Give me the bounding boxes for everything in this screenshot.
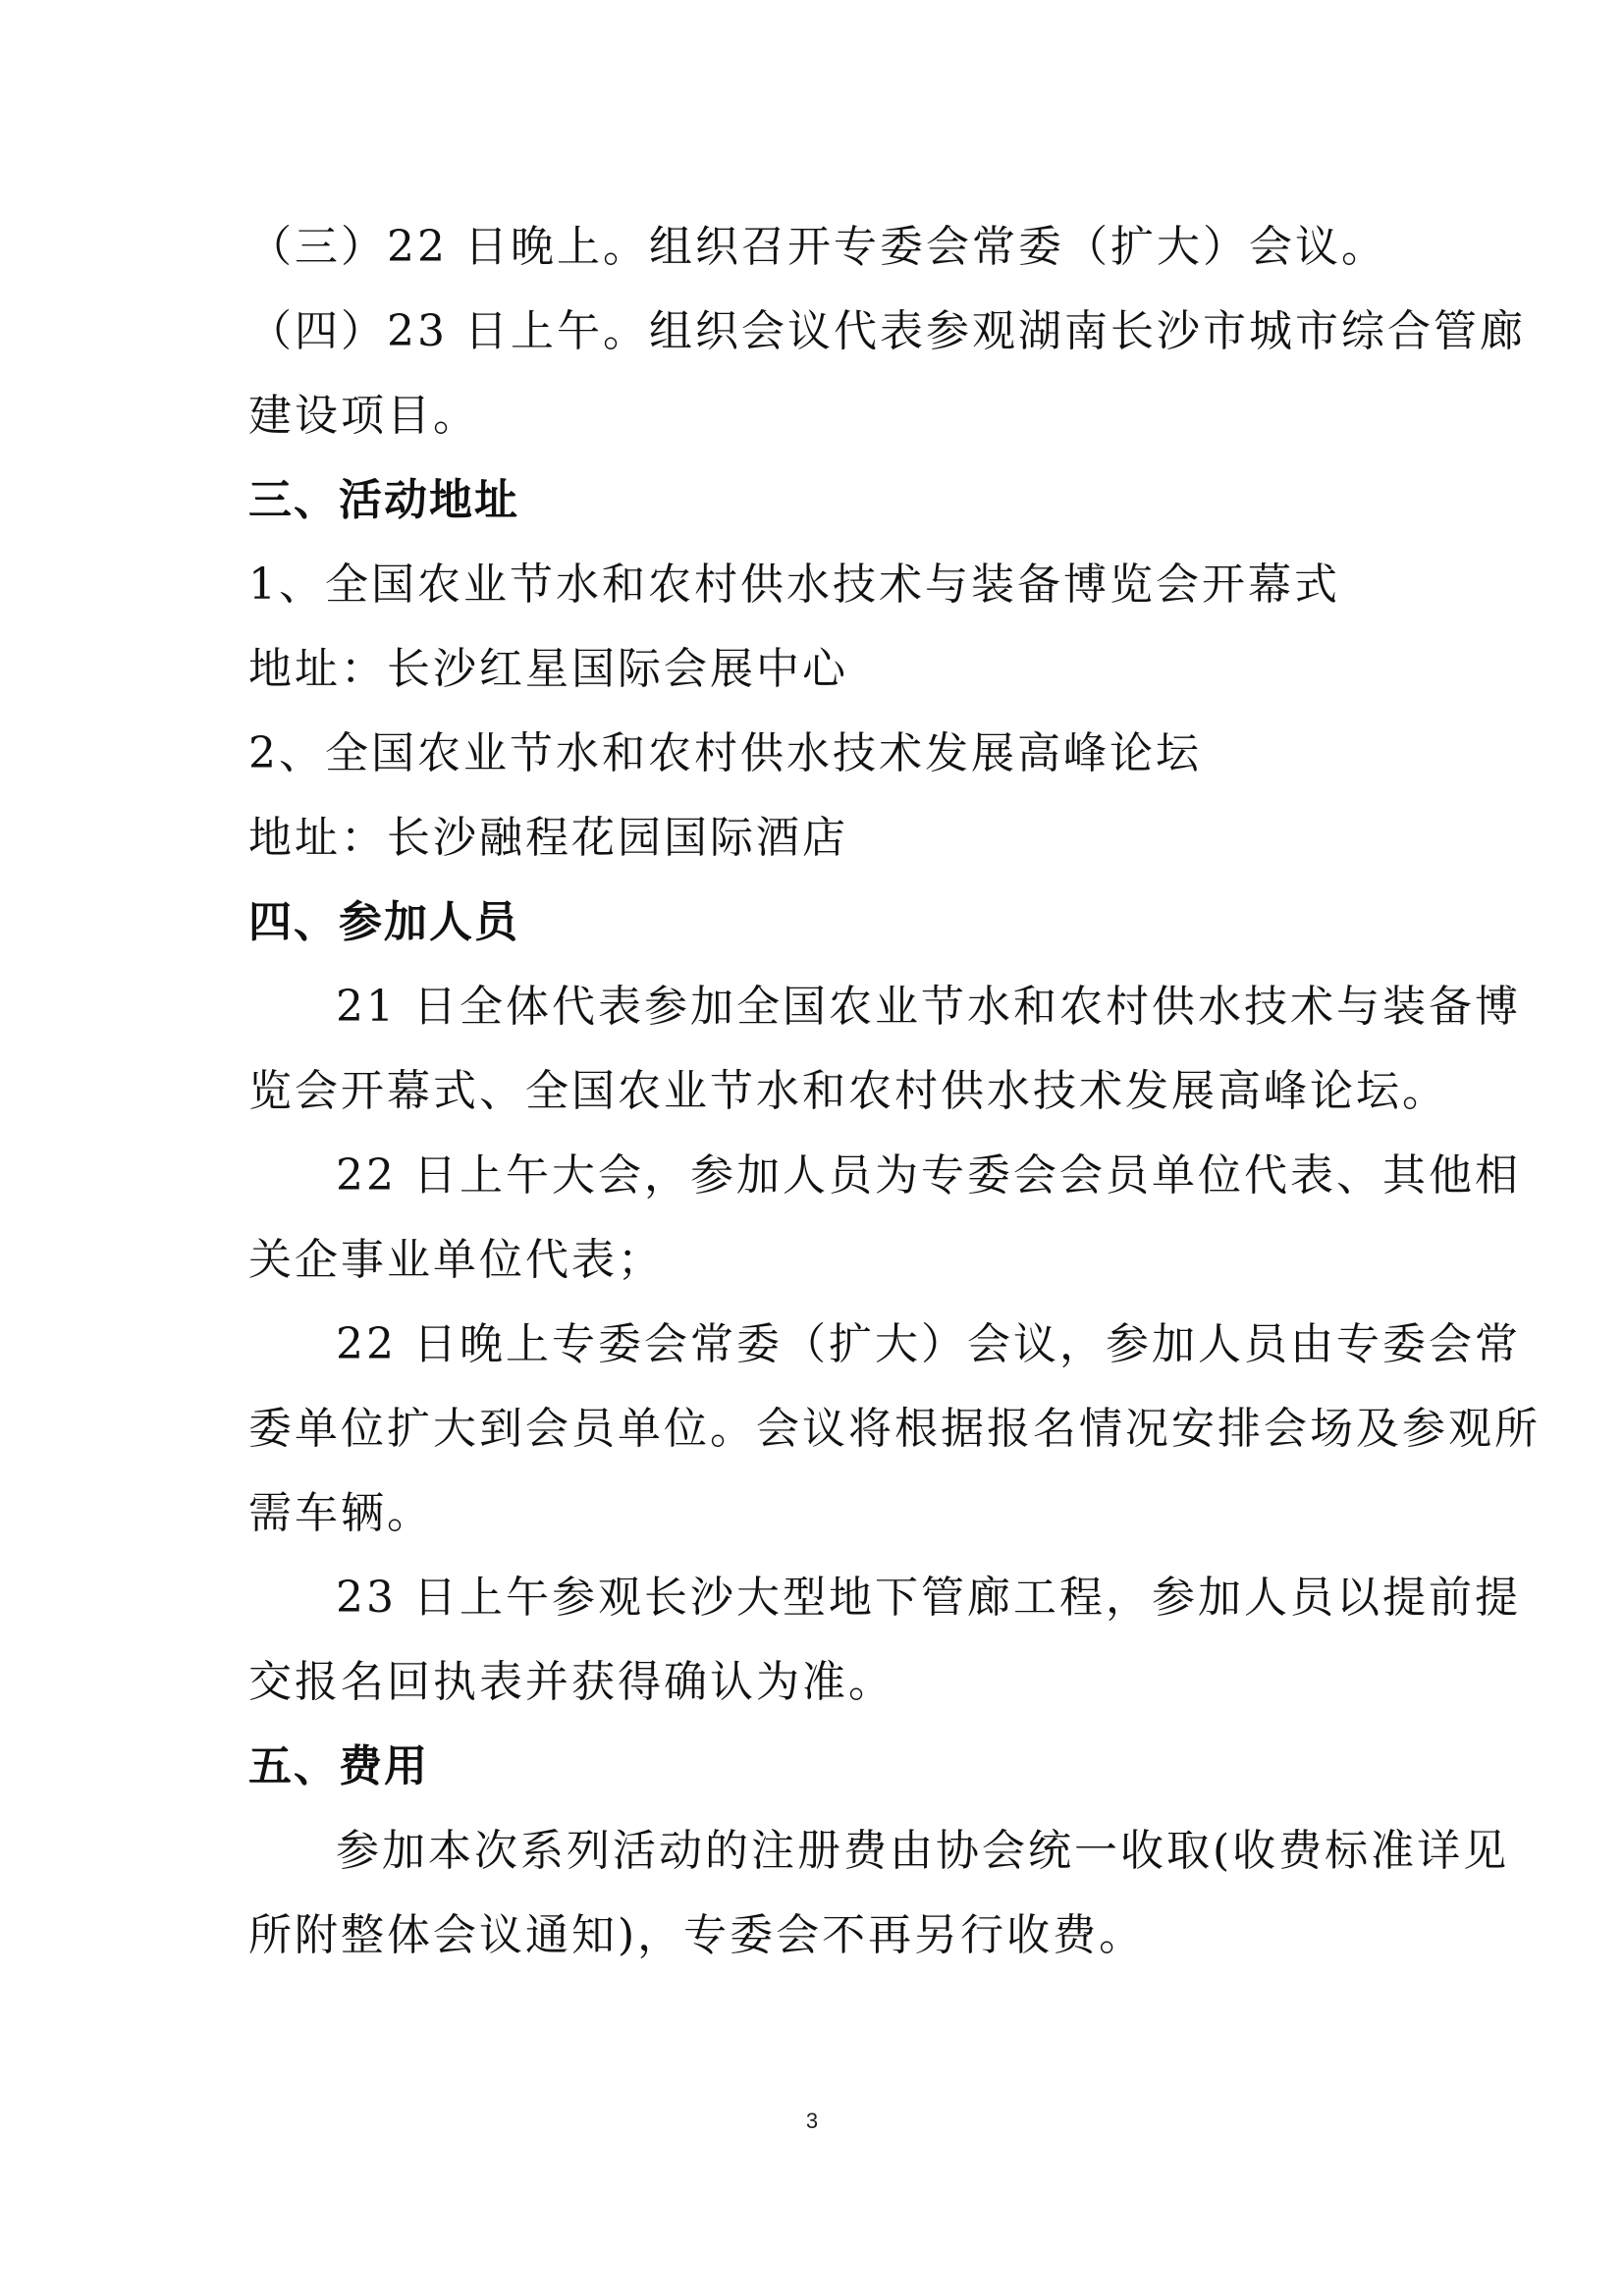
fees-paragraph-line-2: 所附整体会议通知)，专委会不再另行收费。 (248, 1910, 1146, 1960)
agenda-item-4-line-1: （四）23 日上午。组织会议代表参观湖南长沙市城市综合管廊 (248, 306, 1526, 356)
section-heading-fees: 五、费用 (248, 1741, 429, 1791)
participants-paragraph-4-line-1: 23 日上午参观长沙大型地下管廊工程，参加人员以提前提 (336, 1573, 1521, 1623)
participants-paragraph-3-line-1: 22 日晚上专委会常委（扩大）会议，参加人员由专委会常 (336, 1319, 1521, 1369)
participants-paragraph-3-line-3: 需车辆。 (248, 1488, 433, 1538)
venue-2-title: 2、全国农业节水和农村供水技术发展高峰论坛 (248, 728, 1202, 778)
fees-paragraph-line-1: 参加本次系列活动的注册费由协会统一收取(收费标准详见 (336, 1826, 1510, 1876)
venue-1-address: 地址：长沙红星国际会展中心 (248, 644, 848, 694)
venue-1-title: 1、全国农业节水和农村供水技术与装备博览会开幕式 (248, 560, 1340, 610)
participants-paragraph-4-line-2: 交报名回执表并获得确认为准。 (248, 1657, 894, 1707)
participants-paragraph-2-line-1: 22 日上午大会，参加人员为专委会会员单位代表、其他相 (336, 1150, 1521, 1201)
section-heading-participants: 四、参加人员 (248, 897, 519, 947)
participants-paragraph-1-line-2: 览会开幕式、全国农业节水和农村供水技术发展高峰论坛。 (248, 1066, 1448, 1116)
venue-2-address: 地址：长沙融程花园国际酒店 (248, 813, 848, 863)
participants-paragraph-3-line-2: 委单位扩大到会员单位。会议将根据报名情况安排会场及参观所 (248, 1404, 1541, 1454)
section-heading-venue: 三、活动地址 (248, 475, 519, 525)
agenda-item-4-line-2: 建设项目。 (248, 391, 479, 441)
participants-paragraph-2-line-2: 关企事业单位代表； (248, 1235, 664, 1285)
page-number: 3 (805, 2109, 819, 2133)
agenda-item-3: （三）22 日晚上。组织召开专委会常委（扩大）会议。 (248, 222, 1387, 272)
participants-paragraph-1-line-1: 21 日全体代表参加全国农业节水和农村供水技术与装备博 (336, 982, 1521, 1032)
